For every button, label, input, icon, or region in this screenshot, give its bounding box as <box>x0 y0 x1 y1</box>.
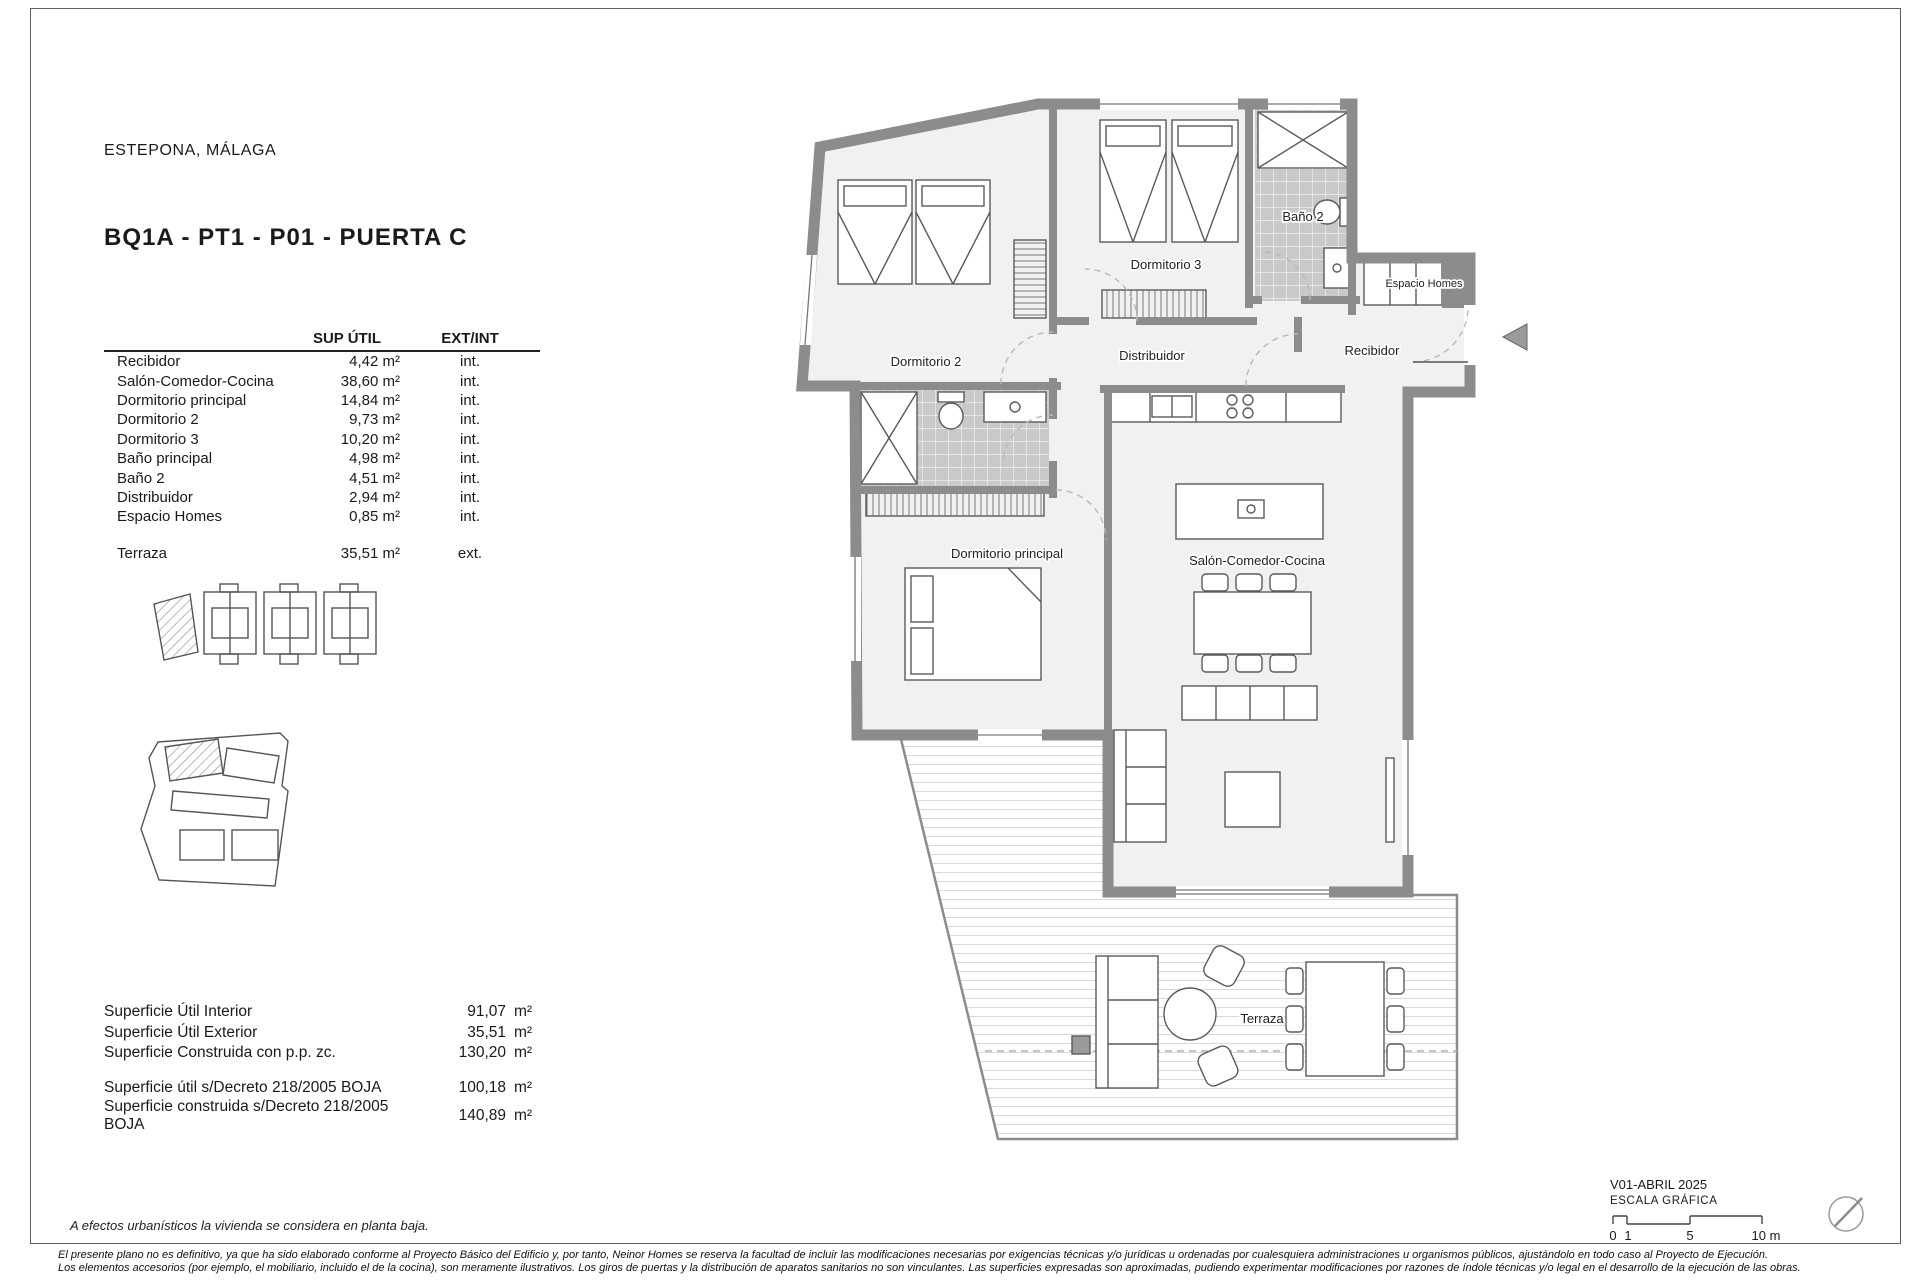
dining-table <box>1194 574 1311 672</box>
table-row <box>104 371 540 390</box>
table-row <box>104 507 540 526</box>
room-name: Dormitorio 3 <box>117 430 199 448</box>
room-label-dormitorio-principal: Dormitorio principal <box>951 546 1063 561</box>
page-title: BQ1A - PT1 - P01 - PUERTA C <box>104 224 468 251</box>
bed-icon <box>1100 120 1166 242</box>
summary-label: Superficie construida s/Decreto 218/2005 BOJA <box>104 1098 389 1133</box>
shower-icon <box>861 392 917 484</box>
room-type: int. <box>459 508 480 526</box>
room-name: Dormitorio 2 <box>117 411 199 429</box>
unit-outline <box>204 584 256 664</box>
room-name: Dormitorio principal <box>117 391 247 409</box>
table-row <box>104 488 540 507</box>
summary-label: Superficie Útil Exterior <box>104 1023 258 1041</box>
scale-tick-5: 5 <box>1686 1228 1694 1243</box>
table-row-terraza <box>104 544 540 563</box>
tv-unit <box>1386 758 1394 842</box>
summary-row <box>104 1002 540 1023</box>
summary-label: Superficie Construida con p.p. zc. <box>104 1044 336 1062</box>
summary-unit: m² <box>514 1044 533 1062</box>
room-area: 9,73 m² <box>349 411 400 429</box>
room-area: 38,60 m² <box>340 372 400 390</box>
summary-row <box>104 1078 540 1099</box>
areas-table-header <box>104 330 540 352</box>
wardrobe-icon <box>866 492 1044 516</box>
unit-outline <box>324 584 376 664</box>
north-compass-icon <box>1820 1190 1876 1246</box>
summary-label: Superficie Útil Interior <box>104 1003 253 1021</box>
round-table <box>1164 988 1216 1040</box>
bed-icon <box>1172 120 1238 242</box>
room-name: Recibidor <box>117 353 181 371</box>
scale-bar <box>1600 1210 1790 1246</box>
disclaimer-line-2: Los elementos accesorios (por ejemplo, el mobiliario, incluido el de la cocina), son meramente ilustrativos. Los giros de puertas y la distribución de aparatos sanitarios no son vinculantes. Las superficies expresadas son aproximadas, pudiendo experimentar modificaciones por razones de índole técnicas y/o legal en el desarrollo de la ejecución de las obras. <box>58 1262 1801 1274</box>
room-label-espacio-homes: Espacio Homes <box>1385 278 1463 290</box>
room-type: int. <box>459 430 480 448</box>
table-row <box>104 430 540 449</box>
room-type: int. <box>459 353 480 371</box>
floor-plan <box>730 70 1550 1180</box>
summary-row <box>104 1043 540 1064</box>
building <box>180 830 224 860</box>
outdoor-sofa <box>1096 956 1158 1088</box>
site-key-plan <box>128 728 332 900</box>
surface-summary <box>104 1002 540 1133</box>
room-area: 4,98 m² <box>349 450 400 468</box>
room-label-recibidor: Recibidor <box>1344 343 1400 358</box>
room-type: int. <box>459 391 480 409</box>
room-label-dormitorio-2: Dormitorio 2 <box>890 354 962 369</box>
room-area: 0,85 m² <box>349 508 400 526</box>
room-area: 4,42 m² <box>349 353 400 371</box>
scale-title: ESCALA GRÁFICA <box>1610 1195 1718 1207</box>
bed-icon <box>916 180 990 284</box>
summary-row <box>104 1023 540 1044</box>
summary-value: 130,20 <box>458 1044 506 1062</box>
room-label-dormitorio-3: Dormitorio 3 <box>1130 257 1202 272</box>
highlighted-unit <box>154 594 198 660</box>
room-name: Distribuidor <box>117 488 193 506</box>
summary-value: 140,89 <box>458 1107 506 1124</box>
summary-row <box>104 1098 540 1133</box>
room-area: 4,51 m² <box>349 469 400 487</box>
unit-outline <box>264 584 316 664</box>
kitchen-counter <box>1108 391 1341 422</box>
room-name: Salón-Comedor-Cocina <box>117 372 274 390</box>
room-area: 14,84 m² <box>340 391 400 409</box>
sideboard <box>1182 686 1317 720</box>
double-bed-icon <box>905 568 1041 680</box>
disclaimer-line-1: El presente plano no es definitivo, ya que ha sido elaborado conforme al Proyecto Básico del Edificio y, por tanto, Neinor Homes se reserva la facultad de incluir las modificaciones necesarias por exigencias técnicas y/o jurídicas u ordenadas por cualesquiera administraciones u organismos públicos, ajustándolo en todo caso al Proyecto de Ejecución. <box>58 1249 1769 1261</box>
areas-table <box>104 330 540 563</box>
room-area: 2,94 m² <box>349 488 400 506</box>
block-key-plan <box>148 582 404 698</box>
wardrobe-icon <box>1014 240 1046 318</box>
version-label: V01-ABRIL 2025 <box>1610 1177 1708 1192</box>
room-name: Terraza <box>117 544 168 562</box>
col-ext-int: EXT/INT <box>441 330 499 347</box>
room-type: int. <box>459 469 480 487</box>
table-row <box>104 468 540 487</box>
room-type: int. <box>459 488 480 506</box>
room-name: Baño principal <box>117 450 213 468</box>
shower-icon <box>1258 112 1348 168</box>
room-label-distribuidor: Distribuidor <box>1119 348 1185 363</box>
room-area: 35,51 m² <box>340 544 400 562</box>
table-row <box>104 410 540 429</box>
table-row <box>104 449 540 468</box>
room-type: ext. <box>457 544 483 562</box>
bed-icon <box>838 180 912 284</box>
scale-tick-1: 1 <box>1624 1228 1632 1243</box>
highlighted-building <box>165 739 223 781</box>
sofa-icon <box>1114 730 1166 842</box>
table-row <box>104 391 540 410</box>
room-label-salon: Salón-Comedor-Cocina <box>1189 553 1325 568</box>
planter-icon <box>1072 1036 1090 1054</box>
room-type: int. <box>459 411 480 429</box>
room-name: Espacio Homes <box>117 508 223 526</box>
building <box>223 748 279 783</box>
toilet-icon <box>938 392 964 429</box>
summary-value: 91,07 <box>467 1003 506 1021</box>
scale-tick-0: 0 <box>1609 1228 1617 1243</box>
scale-tick-10: 10 m <box>1751 1228 1781 1243</box>
location-text: ESTEPONA, MÁLAGA <box>104 142 277 159</box>
summary-unit: m² <box>514 1003 533 1021</box>
room-label-terraza: Terraza <box>1240 1011 1284 1026</box>
summary-value: 35,51 <box>467 1023 506 1041</box>
wardrobe-icon <box>1102 290 1206 318</box>
summary-value: 100,18 <box>458 1078 506 1096</box>
coffee-table <box>1225 772 1280 827</box>
summary-label: Superficie útil s/Decreto 218/2005 BOJA <box>104 1078 382 1096</box>
summary-unit: m² <box>514 1078 533 1096</box>
room-label-bano-2: Baño 2 <box>1282 209 1324 224</box>
summary-unit: m² <box>514 1023 533 1041</box>
summary-unit: m² <box>514 1107 533 1124</box>
urban-note: A efectos urbanísticos la vivienda se considera en planta baja. <box>70 1218 429 1233</box>
col-sup-util: SUP ÚTIL <box>312 330 382 347</box>
kitchen-island <box>1176 484 1323 539</box>
entry-door-gap <box>1464 305 1476 365</box>
building <box>171 791 269 818</box>
building <box>232 830 278 860</box>
room-area: 10,20 m² <box>340 430 400 448</box>
room-name: Baño 2 <box>117 469 165 487</box>
header-spacer <box>104 330 294 347</box>
outdoor-dining-table <box>1286 962 1404 1076</box>
room-type: int. <box>459 450 480 468</box>
table-row <box>104 352 540 371</box>
entry-arrow-icon <box>1503 324 1527 350</box>
room-type: int. <box>459 372 480 390</box>
